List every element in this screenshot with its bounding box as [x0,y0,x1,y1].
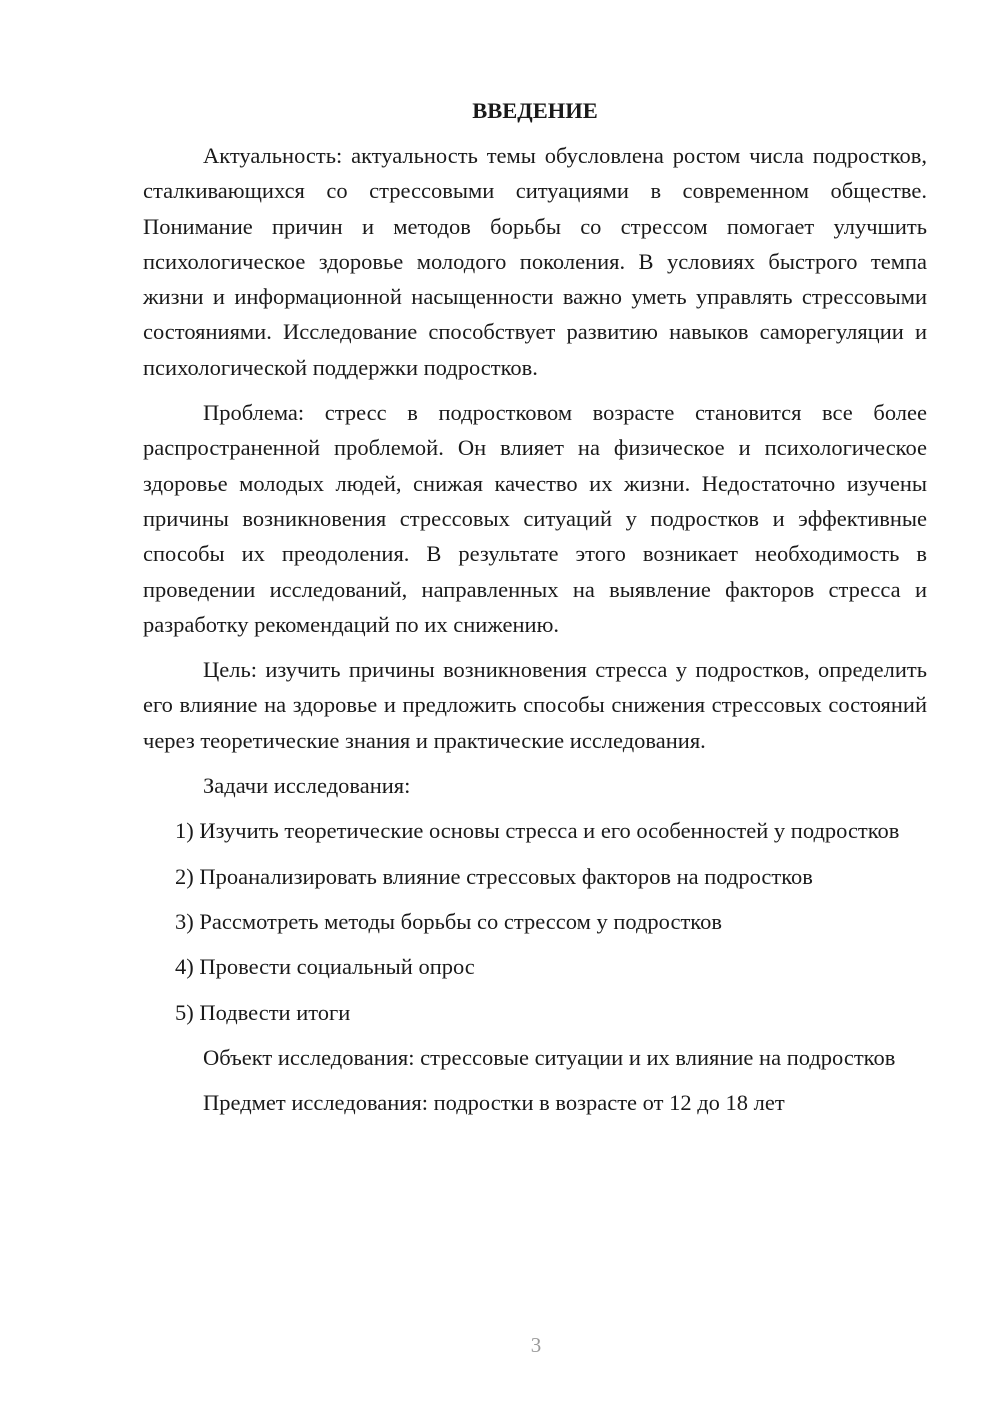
task-item-3: 3) Рассмотреть методы борьбы со стрессом у подростков [175,908,722,934]
object-paragraph: Объект исследования: стрессовые ситуации и их влияние на подростков [203,1044,896,1070]
goal-paragraph: Цель: изучить причины возникновения стресса у подростков, определить его влияние на здоровье и предложить способы снижения стрессовых состояний через теоретические знания и практические исследования. [143,657,927,753]
task-item-5: 5) Подвести итоги [175,999,351,1025]
task-item-4: 4) Провести социальный опрос [175,954,475,980]
tasks-title: Задачи исследования: [203,773,411,799]
page-title: ВВЕДЕНИЕ [472,98,598,123]
problem-paragraph: Проблема: стресс в подростковом возрасте становится все более распространенной проблемой. Он влияет на физическое и психологическое здоровье молодых людей, снижая качество их жизни. Недостаточно изучены причины возникновения стрессовых ситуаций у подростков и эффективные способы их преодоления. В результате этого возникает необходимость в проведении исследований, направленных на выявление факторов стресса и разработку рекомендаций по их снижению. [143,400,927,637]
page-number: 3 [530,1333,542,1357]
relevance-paragraph: Актуальность: актуальность темы обусловлена ростом числа подростков, сталкивающихся со стрессовыми ситуациями в современном обществе. Понимание причин и методов борьбы со стрессом помогает улучшить психологическое здоровье молодого поколения. В условиях быстрого темпа жизни и информационной насыщенности важно уметь управлять стрессовыми состояниями. Исследование способствует развитию навыков саморегуляции и психологической поддержки подростков. [143,143,927,380]
task-item-1: 1) Изучить теоретические основы стресса и его особенностей у подростков [175,818,900,844]
page-content [143,94,927,1130]
task-item-2: 2) Проанализировать влияние стрессовых факторов на подростков [175,863,813,889]
subject-paragraph: Предмет исследования: подростки в возрасте от 12 до 18 лет [203,1090,785,1116]
